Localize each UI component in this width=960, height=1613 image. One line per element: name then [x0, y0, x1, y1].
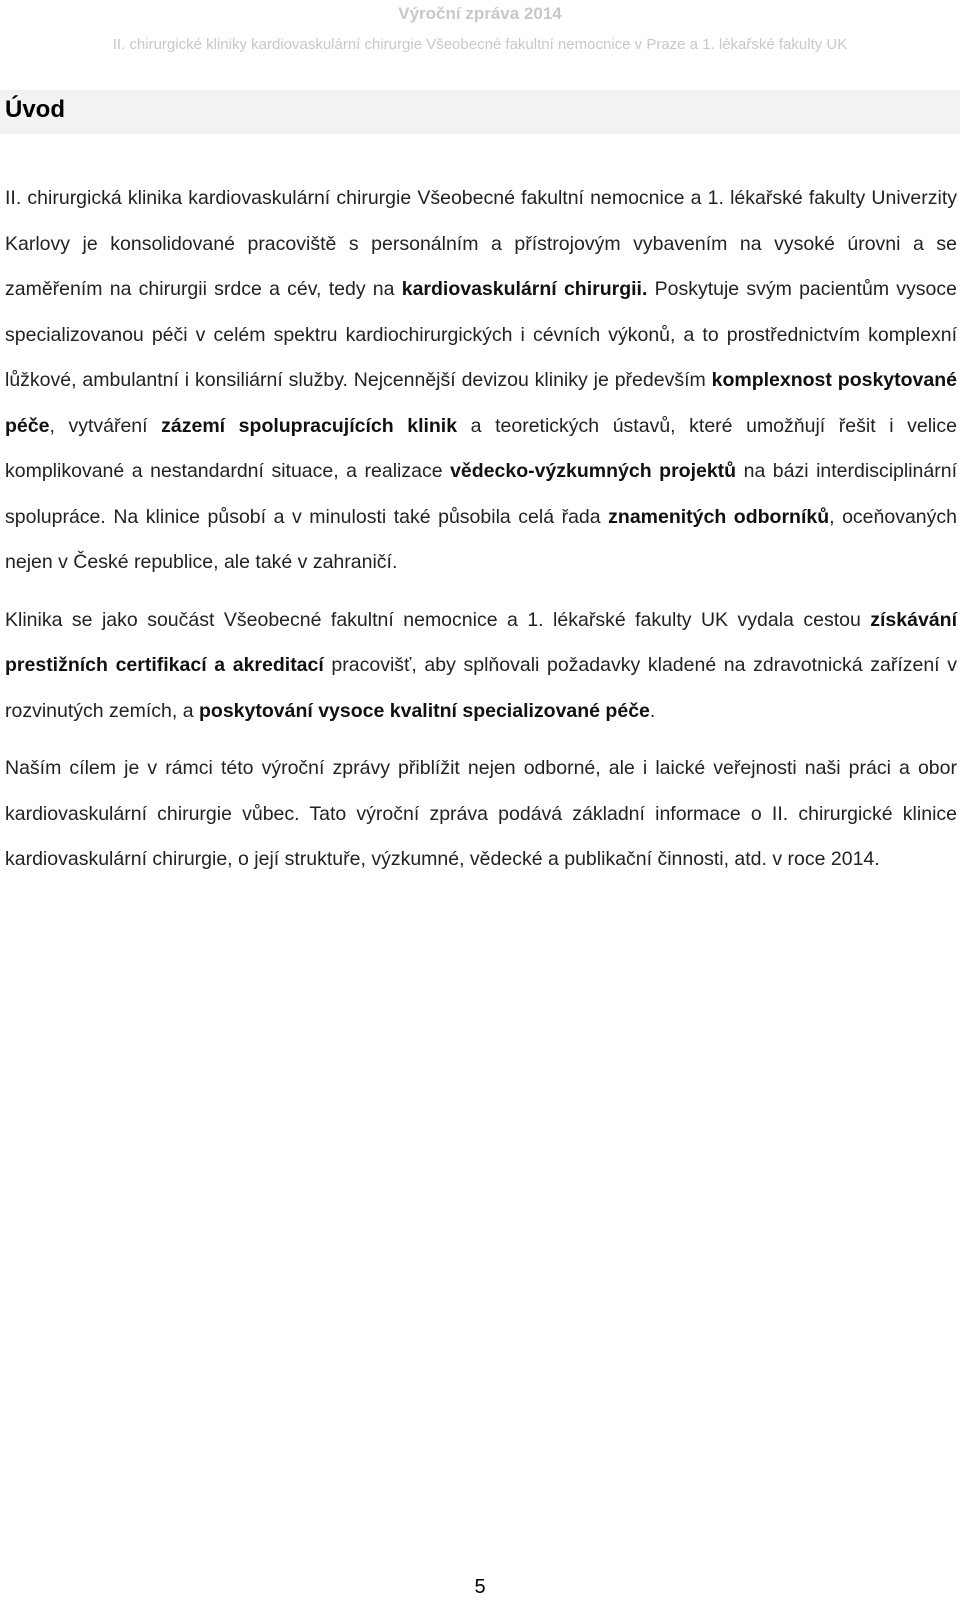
page-number: 5 — [474, 1576, 486, 1598]
body-text — [5, 176, 957, 895]
text-run: . — [649, 699, 656, 722]
text-run: , vytváření — [49, 414, 162, 437]
bold-run: poskytování vysoce kvalitní specializované péče — [199, 699, 650, 722]
bold-run: zázemí spolupracujících klinik — [161, 414, 458, 437]
report-title: Výroční zpráva 2014 — [398, 4, 562, 23]
section-heading: Úvod — [5, 96, 65, 123]
bold-run: komplexnost poskytované péče — [5, 369, 957, 437]
paragraph-1 — [5, 176, 957, 586]
text-run: II. chirurgická klinika kardiovaskulární chirurgie Všeobecné fakultní nemocnice a 1. lékařské fakulty Univerzity Karlovy je konsolidované pracoviště s personálním a přístrojovým vybavením na vysoké úrovni a se zaměřením na chirurgii srdce a cév, tedy na — [5, 187, 957, 300]
text-run: a teoretických ústavů, které umožňují řešit i velice komplikované a nestandardní situace, a realizace — [5, 414, 957, 482]
heading-band — [0, 90, 960, 134]
paragraph-3 — [5, 746, 957, 883]
text-run: pracovišť, aby splňovali požadavky kladené na zdravotnická zařízení v rozvinutých zemích, a — [5, 654, 957, 722]
text-run: Poskytuje svým pacientům vysoce specializovanou péči v celém spektru kardiochirurgických i cévních výkonů, a to prostřednictvím komplexní lůžkové, ambulantní i konsiliární služby. Nejcennější devizou kliniky je především — [5, 278, 957, 391]
bold-run: vědecko-výzkumných projektů — [450, 460, 737, 482]
text-run: Naším cílem je v rámci této výroční zprávy přiblížit nejen odborné, ale i laické veřejnosti naši práci a obor kardiovaskulární chirurgie vůbec. Tato výroční zpráva podává základní informace o II. chirurgické klinice kardiovaskulární chirurgie, o její struktuře, výzkumné, vědecké a publikační činnosti, atd. v roce 2014. — [5, 757, 957, 870]
paragraph-2 — [5, 598, 957, 735]
bold-run: znamenitých odborníků — [608, 505, 830, 528]
bold-run: získávání prestižních certifikací a akreditací — [5, 608, 957, 676]
report-subtitle: II. chirurgické kliniky kardiovaskulární chirurgie Všeobecné fakultní nemocnice v Praze a 1. lékařské fakulty UK — [112, 36, 848, 53]
bold-run: kardiovaskulární chirurgii. — [401, 278, 648, 300]
text-run: na bázi interdisciplinární spolupráce. Na klinice působí a v minulosti také působila celá řada — [5, 460, 957, 528]
text-run: , oceňovaných nejen v České republice, ale také v zahraničí. — [5, 505, 957, 573]
text-run: Klinika se jako součást Všeobecné fakultní nemocnice a 1. lékařské fakulty UK vydala cestou — [5, 608, 871, 631]
